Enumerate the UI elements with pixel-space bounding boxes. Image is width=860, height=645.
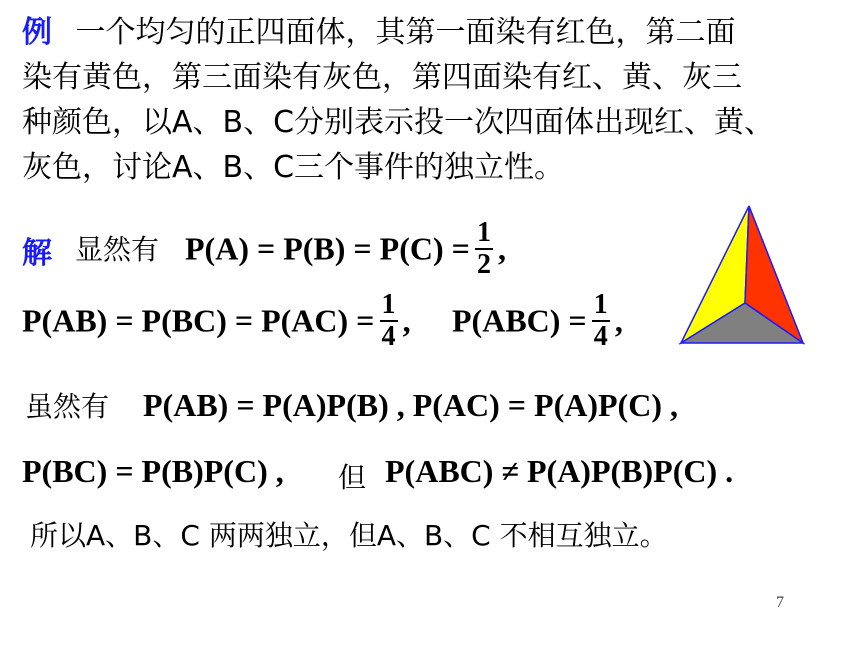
conclusion: 所以A、B、C 两两独立，但A、B、C 不相互独立。 — [30, 519, 668, 552]
equation-2: P(AB) = P(BC) = P(AC) = $\frac{1}{4}$ , — [22, 289, 411, 352]
example-line-1 — [22, 10, 774, 55]
page-number: 7 — [776, 594, 784, 611]
tetrahedron-image — [676, 200, 810, 348]
fraction-one-quarter-1: $\frac{1}{4}$ — [381, 289, 396, 352]
equation-2-text: P(AB) = P(BC) = P(AC) = — [22, 302, 375, 339]
equation-1 — [185, 218, 506, 280]
example-line-4: 灰色，讨论A、B、C三个事件的独立性。 — [22, 150, 565, 185]
solution-intro: 显然有 — [75, 233, 160, 266]
example-paragraph — [22, 10, 774, 190]
while-text: 虽然有 — [25, 390, 110, 423]
equation-5b: P(ABC) ≠ P(A)P(B)P(C) . — [385, 453, 734, 489]
equation-1-comma: , — [498, 230, 507, 267]
equation-3: P(ABC) = $\frac{1}{4}$ , — [452, 289, 623, 352]
solution-label: 解 — [22, 236, 52, 271]
but-text: 但 — [338, 461, 367, 494]
example-line-2: 染有黄色，第三面染有灰色，第四面染有红、黄、灰三 — [22, 60, 742, 95]
fraction-one-quarter-2: $\frac{1}{4}$ — [593, 289, 608, 352]
equation-4: P(AB) = P(A)P(B) , P(AC) = P(A)P(C) , — [143, 387, 678, 423]
example-label: 例 — [22, 15, 52, 50]
example-text-1: 一个均匀的正四面体，其第一面染有红色，第二面 — [75, 15, 736, 50]
equation-5a: P(BC) = P(B)P(C) , — [22, 453, 284, 489]
equation-1-text: P(A) = P(B) = P(C) = — [185, 230, 470, 267]
equation-3-text: P(ABC) = — [452, 302, 587, 339]
fraction-one-half: $\frac{1}{2}$ — [476, 217, 491, 280]
example-line-3: 种颜色，以A、B、C分别表示投一次四面体出现红、黄、 — [22, 105, 775, 140]
